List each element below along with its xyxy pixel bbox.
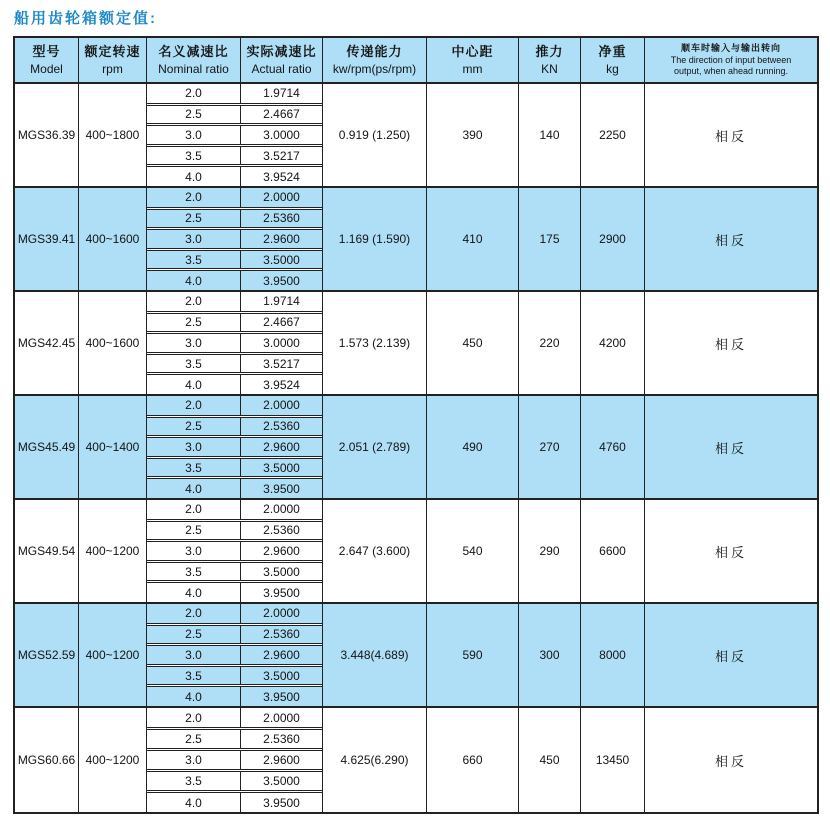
header-net-weight-en: kg bbox=[606, 61, 619, 76]
nominal-ratio-cell: 2.5 bbox=[147, 625, 241, 645]
actual-ratio-cell: 2.5360 bbox=[241, 209, 322, 229]
nominal-ratio-cell: 2.0 bbox=[147, 500, 241, 520]
model-cell: MGS52.59 bbox=[15, 604, 79, 708]
nominal-ratio-cell: 3.5 bbox=[147, 562, 241, 582]
model-cell: MGS49.54 bbox=[15, 500, 79, 604]
actual-ratio-cell: 3.9500 bbox=[241, 270, 322, 290]
actual-ratio-cell: 2.0000 bbox=[241, 604, 322, 624]
thrust-cell: 270 bbox=[519, 396, 581, 500]
actual-ratio-cell: 3.5000 bbox=[241, 666, 322, 686]
actual-ratio-cell: 3.9524 bbox=[241, 166, 322, 186]
rated-speed-cell: 400~1400 bbox=[79, 396, 147, 500]
header-capacity-cn: 传递能力 bbox=[346, 44, 403, 59]
actual-ratio-cell: 3.9524 bbox=[241, 374, 322, 394]
direction-cell: 相反 bbox=[645, 500, 817, 604]
nominal-ratio-cell: 4.0 bbox=[147, 374, 241, 394]
nominal-ratio-cell: 4.0 bbox=[147, 270, 241, 290]
nominal-ratio-cell: 4.0 bbox=[147, 166, 241, 186]
header-capacity-en: kw/rpm(ps/rpm) bbox=[332, 61, 417, 76]
header-actual-ratio-en: Actual ratio bbox=[251, 61, 312, 76]
thrust-cell: 450 bbox=[519, 708, 581, 812]
actual-ratio-cell: 3.5000 bbox=[241, 250, 322, 270]
net-weight-cell: 6600 bbox=[581, 500, 645, 604]
center-distance-cell: 390 bbox=[427, 84, 519, 188]
thrust-cell: 290 bbox=[519, 500, 581, 604]
center-distance-cell: 450 bbox=[427, 292, 519, 396]
net-weight-cell: 2250 bbox=[581, 84, 645, 188]
thrust-cell: 175 bbox=[519, 188, 581, 292]
header-rated-speed-en: rpm bbox=[102, 61, 123, 76]
header-center-distance-cn: 中心距 bbox=[451, 44, 494, 59]
actual-ratio-cell: 2.5360 bbox=[241, 625, 322, 645]
ratio-subtable bbox=[147, 188, 323, 292]
header-model-cn: 型号 bbox=[32, 44, 61, 59]
model-cell: MGS42.45 bbox=[15, 292, 79, 396]
nominal-ratio-cell: 3.0 bbox=[147, 541, 241, 561]
nominal-ratio-cell: 2.5 bbox=[147, 521, 241, 541]
nominal-ratio-cell: 3.5 bbox=[147, 771, 241, 791]
model-cell: MGS36.39 bbox=[15, 84, 79, 188]
actual-ratio-cell: 2.9600 bbox=[241, 541, 322, 561]
center-distance-cell: 410 bbox=[427, 188, 519, 292]
header-net-weight bbox=[581, 38, 645, 84]
rated-speed-cell: 400~1600 bbox=[79, 188, 147, 292]
actual-ratio-cell: 3.9500 bbox=[241, 478, 322, 498]
actual-ratio-cell: 3.0000 bbox=[241, 125, 322, 145]
actual-ratio-cell: 2.5360 bbox=[241, 521, 322, 541]
center-distance-cell: 660 bbox=[427, 708, 519, 812]
header-center-distance bbox=[427, 38, 519, 84]
header-thrust-cn: 推力 bbox=[535, 44, 564, 59]
actual-ratio-cell: 2.4667 bbox=[241, 105, 322, 125]
nominal-ratio-cell: 3.0 bbox=[147, 645, 241, 665]
nominal-ratio-cell: 2.0 bbox=[147, 396, 241, 416]
nominal-ratio-cell: 3.0 bbox=[147, 229, 241, 249]
nominal-ratio-cell: 3.5 bbox=[147, 354, 241, 374]
capacity-cell: 2.051 (2.789) bbox=[323, 396, 427, 500]
actual-ratio-cell: 2.0000 bbox=[241, 500, 322, 520]
nominal-ratio-cell: 4.0 bbox=[147, 792, 241, 812]
ratio-subtable bbox=[147, 396, 323, 500]
nominal-ratio-cell: 3.5 bbox=[147, 146, 241, 166]
rated-speed-cell: 400~1800 bbox=[79, 84, 147, 188]
header-center-distance-en: mm bbox=[462, 61, 483, 76]
net-weight-cell: 13450 bbox=[581, 708, 645, 812]
center-distance-cell: 590 bbox=[427, 604, 519, 708]
direction-cell: 相反 bbox=[645, 188, 817, 292]
ratio-subtable bbox=[147, 708, 323, 812]
model-cell: MGS60.66 bbox=[15, 708, 79, 812]
actual-ratio-cell: 2.0000 bbox=[241, 396, 322, 416]
net-weight-cell: 4760 bbox=[581, 396, 645, 500]
actual-ratio-cell: 2.0000 bbox=[241, 708, 322, 728]
center-distance-cell: 490 bbox=[427, 396, 519, 500]
nominal-ratio-cell: 3.0 bbox=[147, 125, 241, 145]
actual-ratio-cell: 3.9500 bbox=[241, 686, 322, 706]
actual-ratio-cell: 3.5000 bbox=[241, 458, 322, 478]
net-weight-cell: 2900 bbox=[581, 188, 645, 292]
actual-ratio-cell: 3.0000 bbox=[241, 333, 322, 353]
nominal-ratio-cell: 3.0 bbox=[147, 437, 241, 457]
rated-speed-cell: 400~1200 bbox=[79, 500, 147, 604]
rated-speed-cell: 400~1600 bbox=[79, 292, 147, 396]
direction-cell: 相反 bbox=[645, 604, 817, 708]
header-nominal-ratio-en: Nominal ratio bbox=[158, 61, 229, 76]
gearbox-rating-table bbox=[13, 36, 819, 814]
nominal-ratio-cell: 3.0 bbox=[147, 750, 241, 770]
actual-ratio-cell: 1.9714 bbox=[241, 84, 322, 104]
actual-ratio-cell: 2.4667 bbox=[241, 313, 322, 333]
net-weight-cell: 4200 bbox=[581, 292, 645, 396]
capacity-cell: 1.573 (2.139) bbox=[323, 292, 427, 396]
header-direction bbox=[645, 38, 817, 84]
actual-ratio-cell: 3.5217 bbox=[241, 354, 322, 374]
actual-ratio-cell: 3.5217 bbox=[241, 146, 322, 166]
header-net-weight-cn: 净重 bbox=[598, 44, 627, 59]
header-capacity bbox=[323, 38, 427, 84]
actual-ratio-cell: 3.5000 bbox=[241, 771, 322, 791]
nominal-ratio-cell: 3.5 bbox=[147, 458, 241, 478]
header-direction-en2: output, when ahead running. bbox=[673, 65, 789, 76]
thrust-cell: 220 bbox=[519, 292, 581, 396]
header-rated-speed bbox=[79, 38, 147, 84]
model-cell: MGS45.49 bbox=[15, 396, 79, 500]
ratio-subtable bbox=[147, 84, 323, 188]
nominal-ratio-cell: 2.5 bbox=[147, 209, 241, 229]
actual-ratio-cell: 2.9600 bbox=[241, 437, 322, 457]
rated-speed-cell: 400~1200 bbox=[79, 604, 147, 708]
capacity-cell: 4.625(6.290) bbox=[323, 708, 427, 812]
nominal-ratio-cell: 3.0 bbox=[147, 333, 241, 353]
capacity-cell: 1.169 (1.590) bbox=[323, 188, 427, 292]
nominal-ratio-cell: 3.5 bbox=[147, 250, 241, 270]
center-distance-cell: 540 bbox=[427, 500, 519, 604]
net-weight-cell: 8000 bbox=[581, 604, 645, 708]
nominal-ratio-cell: 2.5 bbox=[147, 105, 241, 125]
header-thrust-en: KN bbox=[541, 61, 558, 76]
model-cell: MGS39.41 bbox=[15, 188, 79, 292]
direction-cell: 相反 bbox=[645, 292, 817, 396]
direction-cell: 相反 bbox=[645, 84, 817, 188]
actual-ratio-cell: 3.9500 bbox=[241, 582, 322, 602]
actual-ratio-cell: 3.9500 bbox=[241, 792, 322, 812]
direction-cell: 相反 bbox=[645, 708, 817, 812]
actual-ratio-cell: 2.5360 bbox=[241, 417, 322, 437]
header-rated-speed-cn: 额定转速 bbox=[84, 44, 141, 59]
rated-speed-cell: 400~1200 bbox=[79, 708, 147, 812]
page-title: 船用齿轮箱额定值: bbox=[14, 10, 157, 27]
ratio-subtable bbox=[147, 604, 323, 708]
nominal-ratio-cell: 3.5 bbox=[147, 666, 241, 686]
nominal-ratio-cell: 4.0 bbox=[147, 686, 241, 706]
header-thrust bbox=[519, 38, 581, 84]
nominal-ratio-cell: 2.0 bbox=[147, 188, 241, 208]
nominal-ratio-cell: 2.0 bbox=[147, 708, 241, 728]
actual-ratio-cell: 2.0000 bbox=[241, 188, 322, 208]
nominal-ratio-cell: 4.0 bbox=[147, 582, 241, 602]
thrust-cell: 140 bbox=[519, 84, 581, 188]
thrust-cell: 300 bbox=[519, 604, 581, 708]
nominal-ratio-cell: 2.5 bbox=[147, 313, 241, 333]
actual-ratio-cell: 2.9600 bbox=[241, 750, 322, 770]
capacity-cell: 2.647 (3.600) bbox=[323, 500, 427, 604]
header-model bbox=[15, 38, 79, 84]
ratio-subtable bbox=[147, 500, 323, 604]
nominal-ratio-cell: 2.5 bbox=[147, 417, 241, 437]
actual-ratio-cell: 2.9600 bbox=[241, 645, 322, 665]
actual-ratio-cell: 3.5000 bbox=[241, 562, 322, 582]
header-actual-ratio bbox=[241, 38, 323, 84]
header-model-en: Model bbox=[30, 61, 63, 76]
header-nominal-ratio bbox=[147, 38, 241, 84]
header-nominal-ratio-cn: 名义减速比 bbox=[158, 44, 229, 59]
ratio-subtable bbox=[147, 292, 323, 396]
nominal-ratio-cell: 2.0 bbox=[147, 292, 241, 312]
nominal-ratio-cell: 2.0 bbox=[147, 84, 241, 104]
nominal-ratio-cell: 2.0 bbox=[147, 604, 241, 624]
header-actual-ratio-cn: 实际减速比 bbox=[246, 44, 317, 59]
actual-ratio-cell: 1.9714 bbox=[241, 292, 322, 312]
capacity-cell: 0.919 (1.250) bbox=[323, 84, 427, 188]
nominal-ratio-cell: 2.5 bbox=[147, 729, 241, 749]
header-direction-cn: 顺车时输入与输出转向 bbox=[680, 42, 781, 53]
header-direction-en1: The direction of input between bbox=[670, 54, 792, 65]
nominal-ratio-cell: 4.0 bbox=[147, 478, 241, 498]
capacity-cell: 3.448(4.689) bbox=[323, 604, 427, 708]
actual-ratio-cell: 2.5360 bbox=[241, 729, 322, 749]
direction-cell: 相反 bbox=[645, 396, 817, 500]
actual-ratio-cell: 2.9600 bbox=[241, 229, 322, 249]
